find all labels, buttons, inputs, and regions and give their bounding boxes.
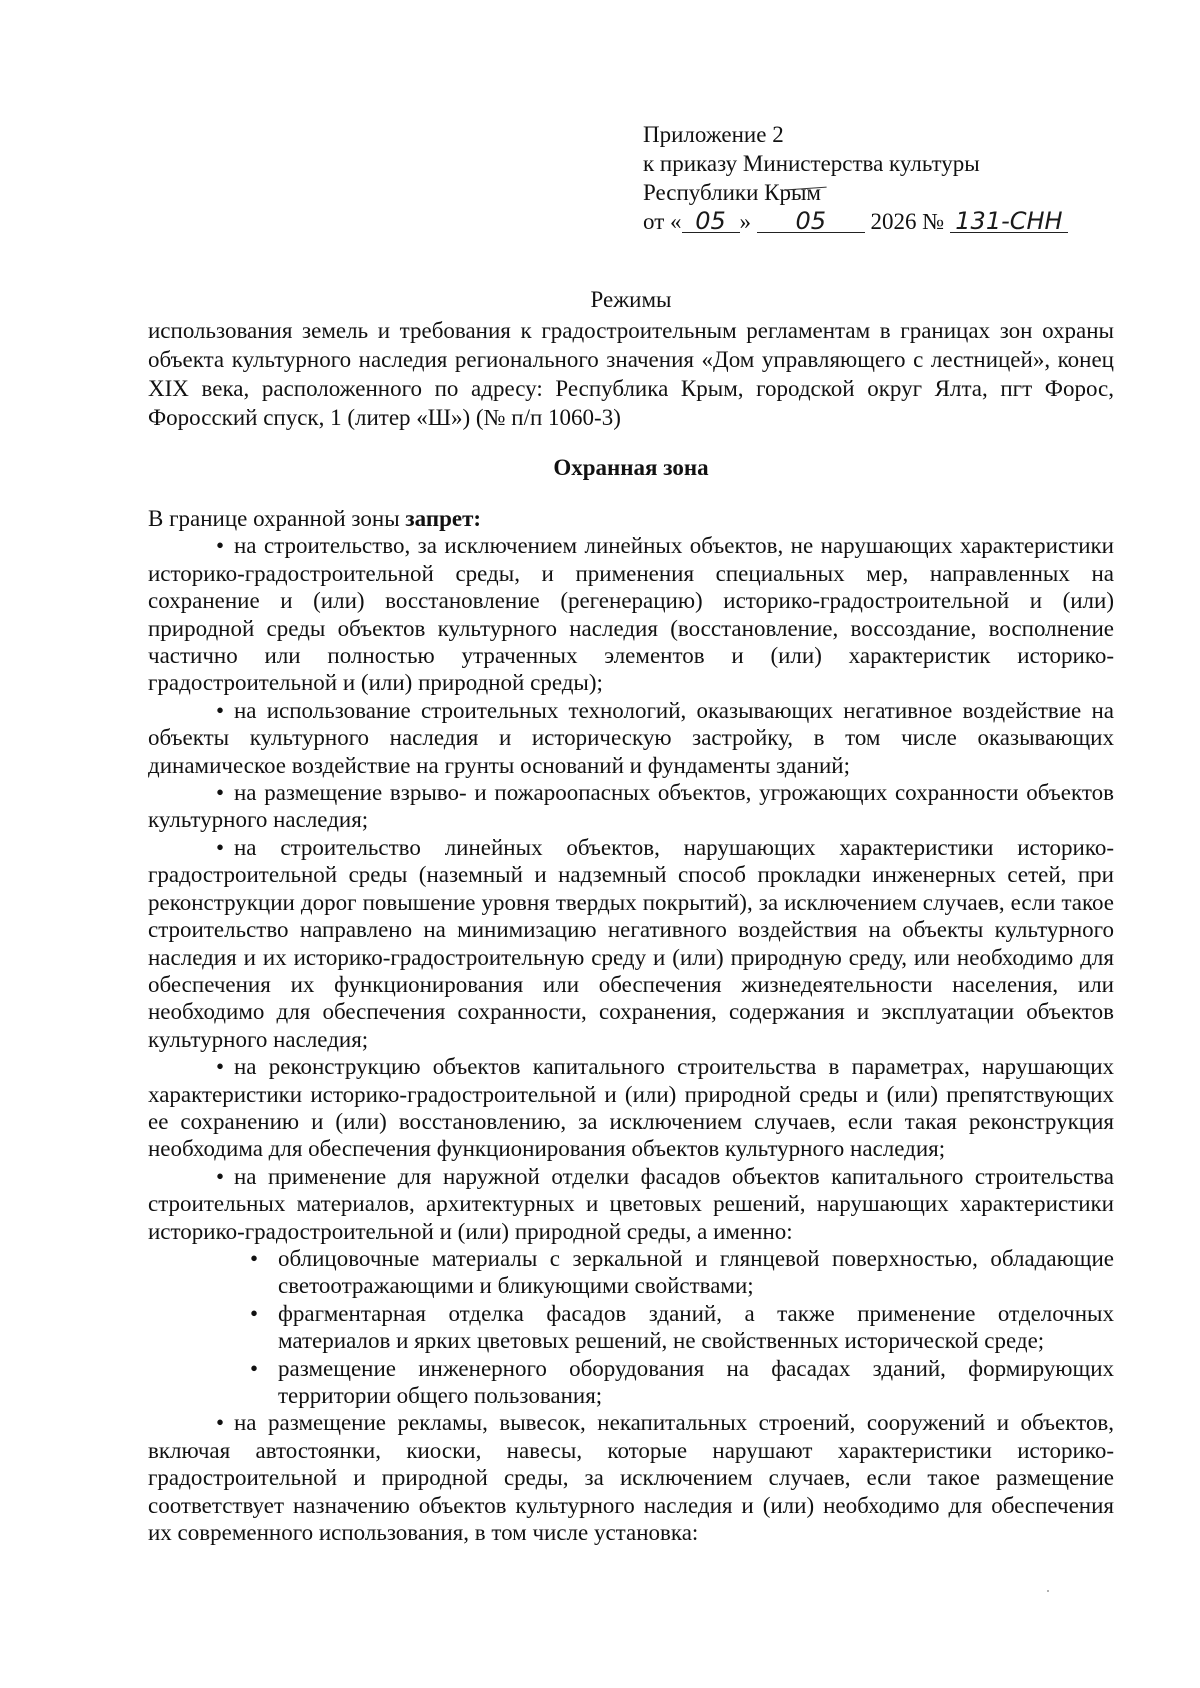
bullet-icon: •: [216, 697, 225, 723]
facade-materials-sublist: [148, 1245, 1114, 1409]
sublist-item-text: облицовочные материалы с зеркальной и глянцевой поверхностью, обладающие светоотражающими и бликующими свойствами;: [278, 1245, 1114, 1299]
appendix-header: [643, 120, 1103, 236]
appendix-line-3: [643, 178, 1103, 207]
sublist-item-text: фрагментарная отделка фасадов зданий, а также применение отделочных материалов и ярких цветовых решений, не свойственных исторической среде;: [278, 1300, 1114, 1354]
date-mid: »: [739, 209, 751, 234]
document-body: [148, 505, 1114, 1546]
bullet-icon: •: [250, 1300, 259, 1326]
lead-paragraph: [148, 505, 1114, 532]
bullet-icon: •: [250, 1245, 259, 1271]
sublist-item: [250, 1245, 1114, 1300]
bullet-icon: •: [250, 1355, 259, 1381]
document-title-word: Режимы: [590, 287, 672, 312]
document-title-text: использования земель и требования к градостроительным регламентам в границах зон охраны объекта культурного наследия регионального значения «Дом управляющего с лестницей», конец XIX века, расположенного по адресу: Республика Крым, городской округ Ялта, пгт Форос, Форосский спуск, 1 (литер «Ш») (№ п/п 1060-3): [148, 318, 1114, 430]
restriction-item: [148, 1409, 1114, 1546]
restriction-item-text: на применение для наружной отделки фасадов объектов капитального строительства строительных материалов, архитектурных и цветовых решений, нарушающих характеристики историко-градостроительной и (или) природной среды, а именно:: [148, 1163, 1114, 1244]
restriction-item-text: на использование строительных технологий, оказывающих негативное воздействие на объекты культурного наследия и историческую застройку, в том числе оказывающих динамическое воздействие на грунты оснований и фундаменты зданий;: [148, 697, 1114, 778]
appendix-line-3-text: Республики Крым: [643, 180, 821, 205]
scan-speck: [1047, 1590, 1049, 1592]
lead-text: В границе охранной зоны: [148, 506, 406, 531]
restriction-item: [148, 1163, 1114, 1245]
appendix-line-1: Приложение 2: [643, 122, 784, 147]
date-prefix: от «: [643, 209, 682, 234]
restriction-item-text: на размещение рекламы, вывесок, некапитальных строений, сооружений и объектов, включая автостоянки, киоски, навесы, которые нарушают характеристики историко-градостроительной и природной среды, за исключением случаев, если такое размещение соответствует назначению объектов культурного наследия и (или) необходимо для обеспечения их современного использования, в том числе установка:: [148, 1410, 1114, 1546]
restriction-item: [148, 1053, 1114, 1163]
restriction-item-text: на строительство, за исключением линейных объектов, не нарушающих характеристики историко-градостроительной среды, и применения специальных мер, направленных на сохранение и (или) восстановление (регенерацию) историко-градостроительной и (или) природной среды объектов культурного наследия (восстановление, воссоздание, восполнение частично или полностью утраченных элементов и (или) характеристик историко-градостроительной и (или) природной среды);: [148, 533, 1114, 696]
bullet-icon: •: [216, 1163, 225, 1189]
section-heading: Охранная зона: [553, 455, 709, 480]
handwritten-order-number: 131-СНН: [950, 210, 1068, 233]
handwritten-underline-mark: [787, 187, 828, 201]
handwritten-month: 05: [757, 210, 865, 233]
restriction-item: [148, 834, 1114, 1053]
sublist-item-text: размещение инженерного оборудования на фасадах зданий, формирующих территории общего пользования;: [278, 1355, 1114, 1408]
restriction-item-text: на размещение взрыво- и пожароопасных объектов, угрожающих сохранности объектов культурного наследия;: [148, 780, 1114, 833]
appendix-line-2: к приказу Министерства культуры: [643, 151, 980, 176]
restriction-item: [148, 532, 1114, 696]
sublist-item: [250, 1355, 1114, 1410]
bullet-icon: •: [216, 780, 225, 806]
date-year: 2026 №: [870, 209, 945, 234]
bullet-icon: •: [216, 533, 225, 559]
restriction-item-text: на реконструкцию объектов капитального строительства в параметрах, нарушающих характеристики историко-градостроительной и (или) природной среды и (или) препятствующих ее сохранению и (или) восстановлению, за исключением случаев, если такая реконструкция необходима для обеспечения функционирования объектов культурного наследия;: [148, 1054, 1114, 1162]
bullet-icon: •: [216, 1410, 225, 1436]
appendix-date-line: [643, 207, 1103, 236]
lead-bold: запрет:: [405, 506, 482, 531]
bullet-icon: •: [216, 1054, 225, 1080]
restriction-item-text: на строительство линейных объектов, нарушающих характеристики историко-градостроительной среды (наземный и надземный способ прокладки инженерных сетей, при реконструкции дорог повышение уровня твердых покрытий), за исключением случаев, если такое строительство направлено на минимизацию негативного воздействия на объекты культурного наследия и их историко-градостроительную среду и (или) природную среду, или необходимо для обеспечения их функционирования или обеспечения жизнедеятельности населения, или необходимо для обеспечения сохранности, сохранения, содержания и эксплуатации объектов культурного наследия;: [148, 834, 1114, 1052]
sublist-item: [250, 1300, 1114, 1355]
handwritten-day: 05: [682, 210, 740, 233]
bullet-icon: •: [216, 834, 225, 860]
restriction-item: [148, 779, 1114, 834]
document-title-block: [148, 285, 1114, 432]
restriction-item: [148, 697, 1114, 779]
